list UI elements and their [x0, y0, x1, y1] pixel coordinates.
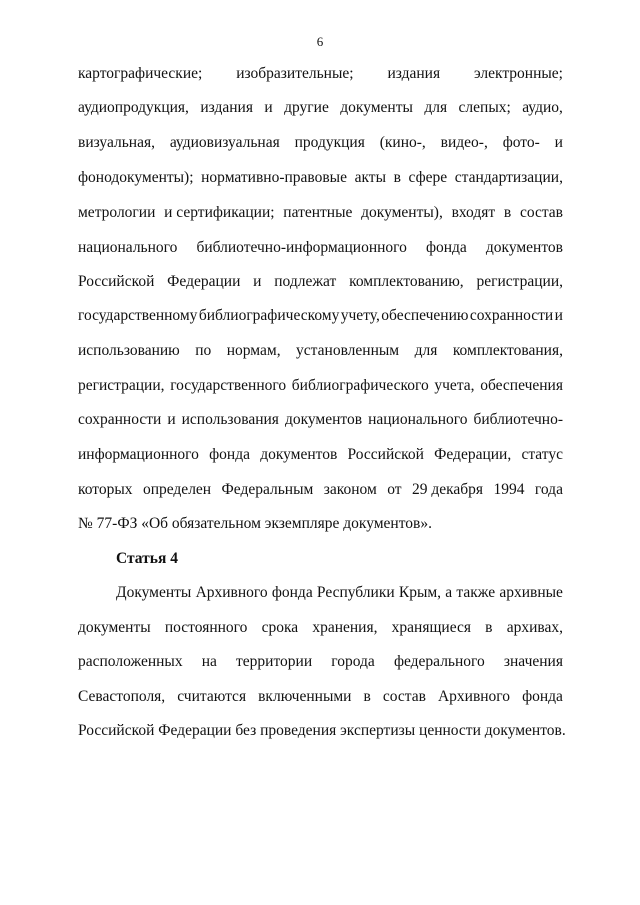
word: определен [142, 481, 212, 498]
body-line [78, 410, 563, 430]
word: законом [323, 481, 377, 498]
body-line [78, 98, 563, 118]
word: патентные [283, 204, 353, 221]
body-line [78, 341, 563, 361]
word: сохранности [78, 411, 162, 428]
body-line [78, 376, 563, 396]
word: регистрации, [78, 377, 165, 394]
word: Документы [116, 584, 192, 601]
word: состав [382, 688, 426, 705]
word: на [201, 653, 217, 670]
word: электронные; [474, 65, 563, 82]
word: библиотечно-информационного [196, 239, 407, 256]
word: а [445, 584, 453, 601]
word: библиографического [291, 377, 429, 394]
word: документы [340, 99, 413, 116]
body-line [78, 133, 563, 153]
word: издания [387, 65, 441, 82]
word: комплектования, [452, 342, 563, 359]
word: библиографическому [198, 307, 340, 324]
word: от [387, 481, 402, 498]
word: хранения, [312, 619, 378, 636]
body-line [78, 64, 563, 84]
word: подлежат [274, 273, 337, 290]
word: фонда [425, 239, 467, 256]
word: 29 декабря [411, 481, 484, 498]
word: фонда [522, 688, 563, 705]
word: значения [503, 653, 563, 670]
word: архивах, [506, 619, 563, 636]
body-line [78, 514, 436, 534]
word: Российской [78, 273, 155, 290]
word: Севастополя, [78, 688, 166, 705]
word: хранящиеся [391, 619, 471, 636]
word: и [253, 273, 262, 290]
word: города [331, 653, 375, 670]
body-line [78, 721, 570, 741]
word: срока [261, 619, 299, 636]
word: национального [368, 411, 468, 428]
word: государственного [170, 377, 287, 394]
word: визуальная, [78, 134, 155, 151]
word: фото- [502, 134, 540, 151]
word: документов [485, 239, 563, 256]
word: и [167, 411, 176, 428]
word: также [456, 584, 496, 601]
word: фонодокументы); [78, 169, 194, 186]
word: регистрации, [476, 273, 563, 290]
word: использованию [78, 342, 180, 359]
word: и сертификации; [164, 204, 275, 221]
word: аудиопродукция, [78, 99, 189, 116]
word: состав [519, 204, 563, 221]
word: учета, [434, 377, 475, 394]
body-line [78, 168, 563, 188]
word: документов [260, 446, 338, 463]
word: года [534, 481, 563, 498]
word: использования [181, 411, 279, 428]
word: архивные [499, 584, 563, 601]
word: по [195, 342, 212, 359]
body-line [78, 652, 563, 672]
body-line [78, 687, 563, 707]
word: фонда [271, 584, 313, 601]
word: фонда [209, 446, 250, 463]
word: для [414, 342, 438, 359]
word: Федерации [167, 273, 241, 290]
word: картографические; [78, 65, 203, 82]
word: постоянного [164, 619, 248, 636]
word: нормативно-правовые [201, 169, 347, 186]
word: Архивного [437, 688, 511, 705]
word: № 77-ФЗ «Об обязательном экземпляре документов». [78, 515, 432, 532]
word: документов [284, 411, 363, 428]
word: и [554, 307, 563, 324]
word: Республики [316, 584, 395, 601]
word: Федерации, [434, 446, 512, 463]
word: (кино-, [379, 134, 426, 151]
word: продукция [294, 134, 365, 151]
word: и [264, 99, 273, 116]
word: сохранности [469, 307, 554, 324]
word: Архивного [195, 584, 268, 601]
body-line [78, 272, 563, 292]
word: аудио, [522, 99, 563, 116]
body-line [78, 618, 563, 638]
word: установленным [296, 342, 400, 359]
word: другие [284, 99, 329, 116]
page-number: 6 [316, 34, 324, 49]
word: которых [78, 481, 133, 498]
word: федерального [393, 653, 485, 670]
word: информационного [78, 446, 199, 463]
word: в [485, 619, 493, 636]
word: изобразительные; [236, 65, 354, 82]
word: территории [236, 653, 313, 670]
word: для [424, 99, 448, 116]
word: метрологии [78, 204, 156, 221]
word: учету, [340, 307, 380, 324]
word: комплектованию, [349, 273, 464, 290]
word: включенными [258, 688, 352, 705]
body-line [116, 583, 563, 603]
word: документы [78, 619, 151, 636]
word: в [363, 688, 371, 705]
word: нормам, [226, 342, 281, 359]
word: документы), [361, 204, 443, 221]
word: Российской Федерации без проведения экспертизы ценности документов. [78, 722, 566, 739]
word: Крым, [398, 584, 442, 601]
word: статус [521, 446, 563, 463]
word: обеспечению [381, 307, 469, 324]
word: входят [451, 204, 496, 221]
word: Статья 4 [116, 550, 178, 567]
word: аудиовизуальная [169, 134, 280, 151]
word: стандартизации, [454, 169, 563, 186]
word: слепых; [458, 99, 511, 116]
word: считаются [177, 688, 247, 705]
word: акты [354, 169, 386, 186]
word: и [554, 134, 563, 151]
word: Российской [347, 446, 424, 463]
word: государственному [78, 307, 198, 324]
article-heading [116, 549, 182, 569]
word: в [503, 204, 512, 221]
word: библиотечно- [473, 411, 563, 428]
word: национального [78, 239, 178, 256]
word: Федеральным [221, 481, 314, 498]
word: сфере [408, 169, 448, 186]
body-line [78, 238, 563, 258]
body-line [78, 445, 563, 465]
body-line [78, 203, 563, 223]
word: в [393, 169, 401, 186]
word: обеспечения [480, 377, 563, 394]
word: 1994 [493, 481, 525, 498]
word: издания [200, 99, 253, 116]
body-line [78, 306, 563, 326]
word: расположенных [78, 653, 183, 670]
word: видео-, [440, 134, 488, 151]
body-line [78, 480, 563, 500]
